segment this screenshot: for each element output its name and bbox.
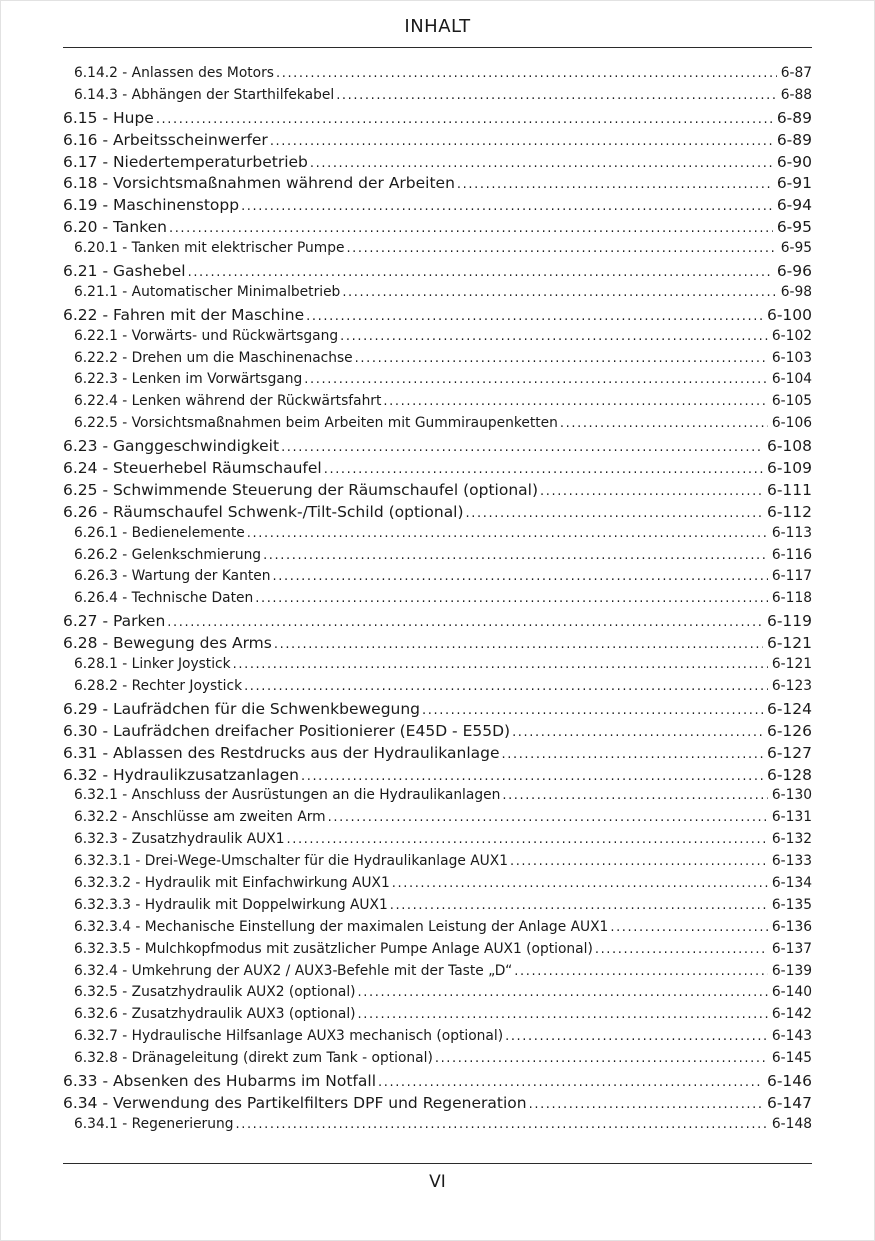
toc-entry xyxy=(63,1116,812,1138)
toc-entry-label: 6.31 - Ablassen des Restdrucks aus der Hydraulikanlage xyxy=(63,743,500,762)
toc-entry xyxy=(63,350,812,372)
toc-entry-label: 6.34 - Verwendung des Partikelfilters DPF und Regeneration xyxy=(63,1093,527,1112)
toc-entry xyxy=(63,1094,812,1116)
toc-entry xyxy=(63,590,812,612)
toc-entry-page: 6-134 xyxy=(771,874,812,891)
toc-dot-leader xyxy=(502,787,768,803)
toc-entry-label: 6.20.1 - Tanken mit elektrischer Pumpe xyxy=(74,240,345,257)
toc-dot-leader xyxy=(233,656,768,672)
toc-entry-label: 6.21 - Gashebel xyxy=(63,262,186,281)
toc-entry-page: 6-94 xyxy=(776,196,812,215)
toc-entry-label: 6.30 - Laufrädchen dreifacher Positionierer (E45D - E55D) xyxy=(63,721,511,740)
toc-entry-label: 6.25 - Schwimmende Steuerung der Räumschaufel (optional) xyxy=(63,480,538,499)
toc-entry-page: 6-121 xyxy=(766,634,812,653)
toc-entry-label: 6.28 - Bewegung des Arms xyxy=(63,634,272,653)
toc-entry xyxy=(63,568,812,590)
toc-entry-page: 6-140 xyxy=(771,984,812,1001)
toc-entry-label: 6.17 - Niedertemperaturbetrieb xyxy=(63,152,308,171)
toc-entry-page: 6-90 xyxy=(776,152,812,171)
toc-dot-leader xyxy=(457,174,773,192)
toc-entry-label: 6.22.2 - Drehen um die Maschinenachse xyxy=(74,349,353,366)
toc-entry xyxy=(63,700,812,722)
toc-entry-page: 6-131 xyxy=(771,809,812,826)
toc-entry-page: 6-146 xyxy=(766,1071,812,1090)
toc-entry xyxy=(63,875,812,897)
toc-entry-page: 6-148 xyxy=(771,1115,812,1132)
toc-entry-page: 6-87 xyxy=(780,65,812,81)
toc-entry-page: 6-126 xyxy=(766,721,812,740)
toc-dot-leader xyxy=(286,831,767,847)
toc-entry-page: 6-98 xyxy=(780,283,812,300)
toc-entry-label: 6.32.3.4 - Mechanische Einstellung der maximalen Leistung der Anlage AUX1 xyxy=(74,918,609,935)
toc-entry-page: 6-106 xyxy=(771,415,812,432)
toc-entry xyxy=(63,941,812,963)
toc-dot-leader xyxy=(346,240,776,256)
toc-entry-label: 6.32.3 - Zusatzhydraulik AUX1 xyxy=(74,831,285,848)
toc-entry-label: 6.32 - Hydraulikzusatzanlagen xyxy=(63,765,299,784)
page-footer xyxy=(63,1163,812,1240)
toc-dot-leader xyxy=(156,109,773,127)
toc-entry xyxy=(63,153,812,175)
toc-entry-page: 6-89 xyxy=(776,108,812,127)
toc-entry-label: 6.14.3 - Abhängen der Starthilfekabel xyxy=(74,86,335,103)
toc-entry xyxy=(63,612,812,634)
toc-dot-leader xyxy=(328,809,768,825)
page-header xyxy=(63,1,812,48)
toc-entry xyxy=(63,437,812,459)
toc-entry-label: 6.26 - Räumschaufel Schwenk-/Tilt-Schild (optional) xyxy=(63,502,464,521)
toc-entry xyxy=(63,306,812,328)
toc-entry-label: 6.26.4 - Technische Daten xyxy=(74,590,254,607)
toc-entry xyxy=(63,722,812,744)
toc-entry xyxy=(63,656,812,678)
toc-entry xyxy=(63,809,812,831)
toc-entry-page: 6-105 xyxy=(771,393,812,410)
toc-dot-leader xyxy=(595,941,768,957)
toc-entry xyxy=(63,547,812,569)
toc-entry-page: 6-137 xyxy=(771,940,812,957)
toc-entry xyxy=(63,787,812,809)
toc-dot-leader xyxy=(512,722,763,740)
toc-entry xyxy=(63,919,812,941)
toc-entry xyxy=(63,328,812,350)
toc-entry-label: 6.24 - Steuerhebel Räumschaufel xyxy=(63,459,322,478)
toc-entry-label: 6.28.2 - Rechter Joystick xyxy=(74,677,243,694)
toc-dot-leader xyxy=(301,766,763,784)
toc-entry-label: 6.34.1 - Regenerierung xyxy=(74,1115,234,1132)
toc-entry xyxy=(63,831,812,853)
toc-entry-label: 6.28.1 - Linker Joystick xyxy=(74,656,231,673)
toc-entry-label: 6.21.1 - Automatischer Minimalbetrieb xyxy=(74,283,341,300)
toc-dot-leader xyxy=(378,1072,763,1090)
toc-entry-label: 6.33 - Absenken des Hubarms im Notfall xyxy=(63,1071,376,1090)
toc-entry-label: 6.22 - Fahren mit der Maschine xyxy=(63,305,305,324)
toc-entry xyxy=(63,218,812,240)
toc-dot-leader xyxy=(263,547,768,563)
toc-entry xyxy=(63,678,812,700)
toc-entry-label: 6.26.1 - Bedienelemente xyxy=(74,524,245,541)
toc-entry-label: 6.15 - Hupe xyxy=(63,108,154,127)
toc-dot-leader xyxy=(244,678,768,694)
toc-entry xyxy=(63,963,812,985)
toc-entry-page: 6-128 xyxy=(766,765,812,784)
toc-entry-label: 6.22.3 - Lenken im Vorwärtsgang xyxy=(74,371,303,388)
toc-entry xyxy=(63,853,812,875)
toc-entry-label: 6.19 - Maschinenstopp xyxy=(63,196,240,215)
toc-entry-page: 6-100 xyxy=(766,305,812,324)
toc-dot-leader xyxy=(502,744,763,762)
toc-entry xyxy=(63,415,812,437)
toc-entry-label: 6.20 - Tanken xyxy=(63,218,167,237)
toc-entry-page: 6-104 xyxy=(771,371,812,388)
toc-entry-page: 6-113 xyxy=(771,524,812,541)
toc-entry-page: 6-123 xyxy=(771,677,812,694)
toc-dot-leader xyxy=(466,503,763,521)
toc-entry xyxy=(63,284,812,306)
toc-entry-page: 6-89 xyxy=(776,130,812,149)
toc-dot-leader xyxy=(188,262,773,280)
toc-dot-leader xyxy=(610,919,768,935)
toc-dot-leader xyxy=(273,568,768,584)
toc-entry-label: 6.32.7 - Hydraulische Hilfsanlage AUX3 mechanisch (optional) xyxy=(74,1028,504,1045)
toc-dot-leader xyxy=(342,284,776,300)
toc-entry xyxy=(63,371,812,393)
toc-dot-leader xyxy=(392,875,768,891)
toc-entry-page: 6-102 xyxy=(771,327,812,344)
toc-entry-page: 6-135 xyxy=(771,896,812,913)
toc-dot-leader xyxy=(310,153,773,171)
toc-entry xyxy=(63,262,812,284)
toc-entry-page: 6-88 xyxy=(780,86,812,103)
toc-dot-leader xyxy=(281,437,763,455)
toc-entry-page: 6-121 xyxy=(771,656,812,673)
toc-entry xyxy=(63,984,812,1006)
toc-entry-label: 6.32.8 - Dränageleitung (direkt zum Tank - optional) xyxy=(74,1050,433,1067)
toc-entry-label: 6.32.3.2 - Hydraulik mit Einfachwirkung AUX1 xyxy=(74,874,390,891)
toc-entry-page: 6-142 xyxy=(771,1006,812,1023)
toc-entry xyxy=(63,240,812,262)
toc-entry-page: 6-108 xyxy=(766,437,812,456)
toc-entry-label: 6.22.1 - Vorwärts- und Rückwärtsgang xyxy=(74,327,339,344)
toc-entry xyxy=(63,766,812,788)
toc-dot-leader xyxy=(383,393,768,409)
toc-entry-page: 6-124 xyxy=(766,699,812,718)
toc-entry-page: 6-117 xyxy=(771,568,812,585)
toc-entry-page: 6-112 xyxy=(766,502,812,521)
toc-entry xyxy=(63,459,812,481)
toc-entry-page: 6-127 xyxy=(766,743,812,762)
toc-dot-leader xyxy=(270,131,773,149)
toc-dot-leader xyxy=(358,984,768,1000)
toc-entry xyxy=(63,503,812,525)
toc-entry-page: 6-136 xyxy=(771,918,812,935)
toc-entry-label: 6.32.3.5 - Mulchkopfmodus mit zusätzlicher Pumpe Anlage AUX1 (optional) xyxy=(74,940,593,957)
toc-entry xyxy=(63,1028,812,1050)
toc-entry-page: 6-109 xyxy=(766,459,812,478)
toc-entry-page: 6-95 xyxy=(776,218,812,237)
toc-dot-leader xyxy=(247,525,768,541)
toc-entry-label: 6.18 - Vorsichtsmaßnahmen während der Arbeiten xyxy=(63,174,455,193)
toc-entry-label: 6.14.2 - Anlassen des Motors xyxy=(74,65,274,81)
toc-entry-label: 6.32.1 - Anschluss der Ausrüstungen an die Hydraulikanlagen xyxy=(74,787,501,804)
toc-entry-label: 6.32.6 - Zusatzhydraulik AUX3 (optional) xyxy=(74,1006,356,1023)
toc-dot-leader xyxy=(324,459,763,477)
toc-entry-page: 6-147 xyxy=(766,1093,812,1112)
toc-dot-leader xyxy=(167,612,763,630)
toc-dot-leader xyxy=(336,87,776,103)
toc-entry xyxy=(63,897,812,919)
toc-entry-label: 6.32.4 - Umkehrung der AUX2 / AUX3-Befehle mit der Taste „D“ xyxy=(74,962,513,979)
toc-entry xyxy=(63,634,812,656)
toc-entry-page: 6-96 xyxy=(776,262,812,281)
toc-entry xyxy=(63,744,812,766)
toc-entry-label: 6.26.2 - Gelenkschmierung xyxy=(74,546,262,563)
toc-entry-page: 6-116 xyxy=(771,546,812,563)
toc-entry xyxy=(63,393,812,415)
toc-entry-page: 6-103 xyxy=(771,349,812,366)
toc-dot-leader xyxy=(276,65,777,81)
toc-entry-page: 6-133 xyxy=(771,853,812,870)
toc-entry-page: 6-139 xyxy=(771,962,812,979)
toc-dot-leader xyxy=(241,196,773,214)
toc-dot-leader xyxy=(540,481,763,499)
toc-dot-leader xyxy=(355,350,768,366)
toc-entry xyxy=(63,109,812,131)
toc-entry xyxy=(63,87,812,109)
toc-dot-leader xyxy=(304,371,768,387)
toc-entry-label: 6.26.3 - Wartung der Kanten xyxy=(74,568,271,585)
toc-dot-leader xyxy=(505,1028,768,1044)
toc-list xyxy=(63,48,812,1163)
toc-entry xyxy=(63,1050,812,1072)
toc-entry-page: 6-111 xyxy=(766,480,812,499)
toc-entry xyxy=(63,196,812,218)
toc-entry xyxy=(63,1006,812,1028)
page-number: VI xyxy=(429,1172,446,1192)
toc-dot-leader xyxy=(560,415,768,431)
toc-entry-page: 6-132 xyxy=(771,831,812,848)
toc-dot-leader xyxy=(255,590,768,606)
toc-dot-leader xyxy=(529,1094,763,1112)
toc-entry-label: 6.27 - Parken xyxy=(63,612,166,631)
toc-entry-label: 6.32.5 - Zusatzhydraulik AUX2 (optional) xyxy=(74,984,356,1001)
toc-dot-leader xyxy=(510,853,768,869)
toc-entry xyxy=(63,481,812,503)
toc-entry-label: 6.29 - Laufrädchen für die Schwenkbewegung xyxy=(63,699,421,718)
toc-entry xyxy=(63,1072,812,1094)
toc-entry-label: 6.22.5 - Vorsichtsmaßnahmen beim Arbeiten mit Gummiraupenketten xyxy=(74,415,558,432)
toc-dot-leader xyxy=(235,1116,767,1132)
toc-entry xyxy=(63,525,812,547)
toc-entry-label: 6.32.3.3 - Hydraulik mit Doppelwirkung AUX1 xyxy=(74,896,388,913)
toc-entry-label: 6.16 - Arbeitsscheinwerfer xyxy=(63,130,268,149)
toc-dot-leader xyxy=(514,963,768,979)
toc-dot-leader xyxy=(340,328,768,344)
toc-entry-page: 6-143 xyxy=(771,1028,812,1045)
toc-entry xyxy=(63,131,812,153)
toc-dot-leader xyxy=(274,634,763,652)
toc-entry-page: 6-118 xyxy=(771,590,812,607)
toc-entry-page: 6-119 xyxy=(766,612,812,631)
toc-entry xyxy=(63,174,812,196)
toc-entry-label: 6.22.4 - Lenken während der Rückwärtsfahrt xyxy=(74,393,382,410)
toc-entry-label: 6.23 - Ganggeschwindigkeit xyxy=(63,437,280,456)
toc-dot-leader xyxy=(306,306,763,324)
toc-entry-page: 6-91 xyxy=(776,174,812,193)
toc-entry xyxy=(63,65,812,87)
page-title: INHALT xyxy=(404,16,471,37)
toc-dot-leader xyxy=(435,1050,768,1066)
toc-entry-page: 6-95 xyxy=(780,240,812,257)
toc-entry-page: 6-130 xyxy=(771,787,812,804)
toc-dot-leader xyxy=(390,897,768,913)
toc-dot-leader xyxy=(422,700,763,718)
toc-dot-leader xyxy=(169,218,773,236)
toc-entry-label: 6.32.2 - Anschlüsse am zweiten Arm xyxy=(74,809,326,826)
toc-entry-label: 6.32.3.1 - Drei-Wege-Umschalter für die Hydraulikanlage AUX1 xyxy=(74,853,508,870)
toc-entry-page: 6-145 xyxy=(771,1050,812,1067)
toc-dot-leader xyxy=(358,1006,768,1022)
